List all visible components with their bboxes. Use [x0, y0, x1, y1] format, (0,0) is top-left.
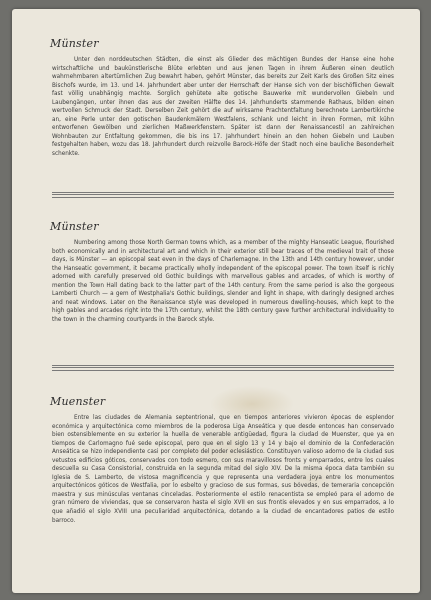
section-heading: Münster — [50, 220, 99, 233]
section-heading: Münster — [50, 37, 99, 50]
section-body: Entre las ciudades de Alemania septentrional, que en tiempos anteriores vivieron épocas de esplendor económica y arquitectónica como miembros de la poderosa Liga Anseática y que desde entonces han conservado bien ostensiblemente en su exterior la huella de venerable antigüedad, figura la ciudad de Muenster, que ya en tiempos de Carlomagno fué sede episcopal, pero que en el siglo 13 y 14 y bajo el dominio de la Confederación Anseática se hizo independiente casi por completo del poder eclesiástico. Constituyen valioso adorno de la ciudad sus vetustos edificios góticos, conservados con todo esmero, con sus maravillosos fronts y emparrados, entre los cuales descuella su Casa Consistorial, construida en la segunda mitad del siglo XIV. De la misma época data también su Iglesia de S. Lamberto, de vistosa magnificencia y que representa una verdadera joya entre los monumentos arquitectónicos góticos de Westfalia, por lo esbelto y gracioso de sus formas, sus bóvedas, de temeraria concepción maestra y sus minúsculas ventanas cinceladas. Posteriormente el estilo renacentista se empleó para el adorno de gran número de viviendas, que se conservaron hasta el siglo XVII en sus frontis elevados y en sus emparrados, a lo que añadió el siglo XVIII una peculiaridad arquitectónica, dotando a la ciudad de encantadores patios de estilo barroco. — [52, 415, 394, 524]
section-body: Numbering among those North German towns which, as a member of the mighty Hanseatic League, flourished both economically and in architectural art and which in their exterior still bear traces of the medieval trait of those days, is Münster — an episcopal seat even in the days of Charlemagne. In the 13th and 14th century however, under the Hanseatic government, it became practically wholly independent of the episcopal power. The town itself is richly adorned with carefully preserved old Gothic buildings with marvellous gables and arcades, of which is worthy of mention the Town Hall dating back to the latter part of the 14th century. From the same period is also the gorgeous Lamberti Church — a gem of Westphalia's Gothic buildings, slender and light in shape, with daringly designed arches and neat windows. Later on the Renaissance style was developed in numerous dwelling-houses, which kept to the high gables and arcades right into the 17th century, whilst the 18th century gave further architectural individuality to the town in the charming courtyards in the Barock style. — [52, 240, 394, 323]
divider-rule — [52, 192, 394, 197]
section-body: Unter den norddeutschen Städten, die einst als Glieder des mächtigen Bundes der Hanse eine hohe wirtschaftliche und baukünstlerische Blüte erlebten und aus jenen Tagen in ihrem Äußeren einen deutlich wahrnehmbaren altertümlichen Zug bewahrt haben, gehört Münster, das bereits zur Zeit Karls des Großen Sitz eines Bischofs wurde, im 13. und 14. Jahrhundert aber unter der Herrschaft der Hanse sich von der bischöflichen Gewalt fast völlig unabhängig machte. Sorglich gehütete alte gotische Bauwerke mit wundervollen Giebeln und Laubengängen, unter ihnen das aus der zweiten Hälfte des 14. Jahrhunderts stammende Rathaus, bilden einen wertvollen Schmuck der Stadt. Derselben Zeit gehört die auf wirksame Prachtentfaltung berechnete Lambertikirche an, eine Perle unter den gotischen Baudenkmälern Westfalens, schlank und leicht in ihren Formen, mit kühn entworfenen Gewölben und zierlichen Maßwerkfenstern. Später ist dann der Renaissancestil an zahlreichen Wohnbauten zur Entfaltung gekommen, die bis ins 17. Jahrhundert hinein an den hohen Giebeln und Lauben festgehalten haben, wozu das 18. Jahrhundert durch reizvolle Barock-Höfe der Stadt noch eine bauliche Besonderheit schenkte. — [52, 57, 394, 158]
divider-rule — [52, 365, 394, 370]
postcard-back — [12, 9, 420, 593]
section-spanish — [52, 395, 394, 525]
section-german — [52, 37, 394, 159]
section-heading: Muenster — [50, 395, 106, 408]
section-english — [52, 220, 394, 324]
